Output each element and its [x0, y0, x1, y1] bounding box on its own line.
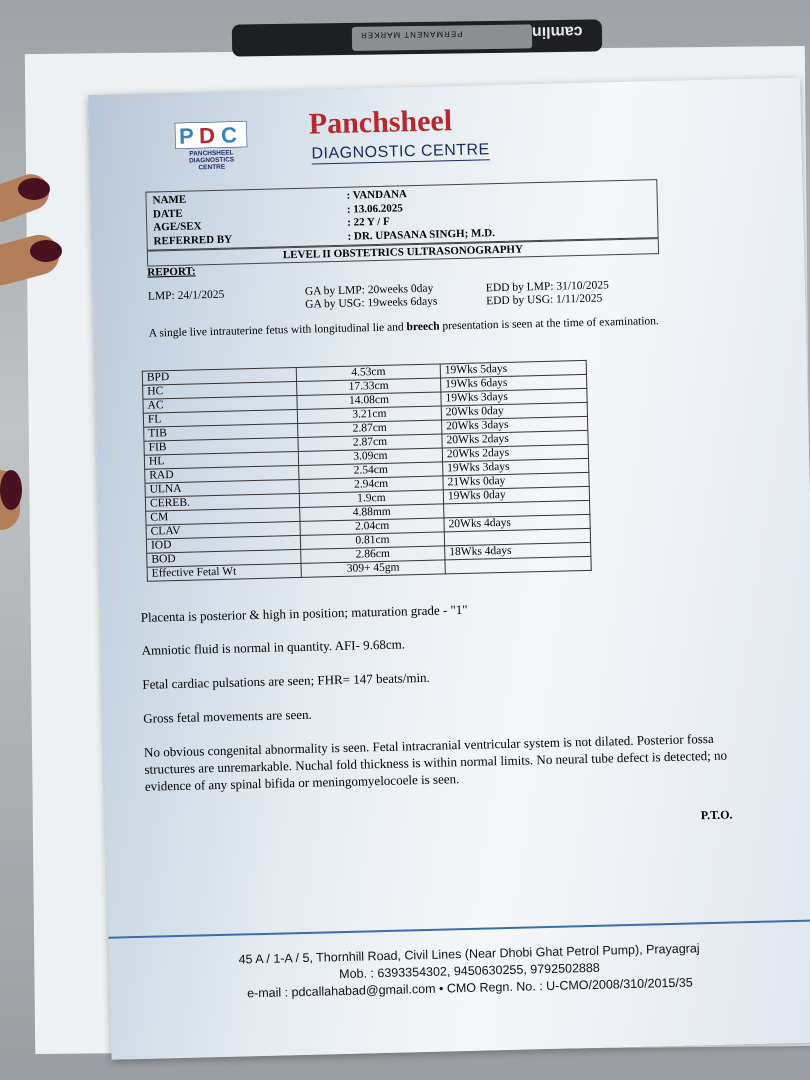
- marker-label-text: PERMANENT MARKER: [359, 29, 463, 40]
- value-date: : 13.06.2025: [346, 201, 403, 216]
- parameter-cell: CEREB.: [145, 493, 299, 511]
- svg-text:P: P: [178, 123, 195, 149]
- clinic-logo: [175, 121, 248, 172]
- parameter-cell: BOD: [147, 549, 301, 567]
- value-cell: 1.9cm: [299, 490, 443, 508]
- parameter-cell: CLAV: [146, 521, 300, 539]
- parameter-cell: BPD: [142, 367, 296, 385]
- parameter-cell: Effective Fetal Wt: [147, 563, 301, 581]
- marker-pen: [232, 19, 602, 56]
- parameter-cell: ULNA: [145, 479, 299, 497]
- parameter-cell: TIB: [144, 423, 298, 441]
- footer: [189, 939, 750, 1004]
- ga-cell: 20Wks 3days: [442, 416, 588, 434]
- edd-by-lmp: EDD by LMP: 31/10/2025: [485, 279, 609, 295]
- lmp-date: LMP: 24/1/2025: [147, 288, 225, 303]
- ga-cell: 19Wks 0day: [443, 486, 589, 504]
- report-heading: REPORT:: [147, 265, 196, 279]
- ga-by-usg: GA by USG: 19weeks 6days: [305, 295, 438, 311]
- value-cell: 2.54cm: [299, 462, 443, 480]
- label-age-sex: AGE/SEX: [153, 220, 202, 234]
- parameter-cell: CM: [146, 507, 300, 525]
- value-cell: 2.87cm: [298, 420, 442, 438]
- label-name: NAME: [152, 193, 187, 207]
- intro-paragraph: [149, 315, 669, 341]
- intro-text-end: presentation is seen at the time of examination.: [439, 315, 660, 333]
- footer-address: 45 A / 1-A / 5, Thornhill Road, Civil Lines (Near Dhobi Ghat Petrol Pump), Prayagraj: [238, 941, 700, 967]
- exam-title: LEVEL II OBSTETRICS ULTRASONOGRAPHY: [147, 238, 659, 267]
- parameter-cell: FL: [143, 409, 297, 427]
- marker-label: [352, 24, 532, 51]
- label-date: DATE: [152, 207, 183, 220]
- ga-cell: 19Wks 5days: [440, 360, 586, 378]
- value-referred-by: : DR. UPASANA SINGH; M.D.: [347, 226, 496, 243]
- ga-cell: 21Wks 0day: [443, 472, 589, 490]
- intro-text-bold: breech: [406, 320, 440, 334]
- parameter-cell: HL: [144, 451, 298, 469]
- ga-cell: 19Wks 3days: [441, 388, 587, 406]
- ga-cell: 20Wks 2days: [442, 444, 588, 462]
- label-referred-by: REFERRED BY: [153, 233, 233, 247]
- footer-email: e-mail : pdcallahabad@gmail.com • CMO Regn. No. : U-CMO/2008/310/2015/35: [246, 975, 693, 1001]
- ga-cell: 19Wks 6days: [441, 374, 587, 392]
- value-cell: 2.87cm: [298, 434, 442, 452]
- edd-by-usg: EDD by USG: 1/11/2025: [486, 292, 603, 308]
- intro-text-start: A single live intrauterine fetus with longitudinal lie and: [148, 321, 407, 340]
- ga-cell: 20Wks 0day: [441, 402, 587, 420]
- patient-labels: [152, 193, 232, 249]
- logo-mark: [175, 121, 248, 149]
- value-age-sex: : 22 Y / F: [347, 215, 390, 229]
- movement-finding: Gross fetal movements are seen.: [143, 706, 312, 726]
- value-cell: 309+ 45gm: [301, 560, 445, 578]
- pto-note: P.T.O.: [700, 807, 733, 823]
- patient-values: [346, 186, 495, 244]
- biometry-table: [142, 360, 592, 582]
- value-cell: 3.09cm: [298, 448, 442, 466]
- cardiac-finding: Fetal cardiac pulsations are seen; FHR= 147 beats/min.: [142, 669, 431, 692]
- parameter-cell: HC: [143, 381, 297, 399]
- footer-mobile: Mob. : 6393354302, 9450630255, 9792502888: [339, 960, 600, 982]
- value-cell: 14.08cm: [297, 392, 441, 410]
- value-cell: 2.04cm: [300, 518, 444, 536]
- ga-by-lmp: GA by LMP: 20weeks 0day: [304, 282, 434, 298]
- parameter-cell: IOD: [146, 535, 300, 553]
- svg-text:C: C: [220, 122, 238, 148]
- value-cell: 0.81cm: [300, 532, 444, 550]
- value-cell: 2.94cm: [299, 476, 443, 494]
- ga-cell: 20Wks 2days: [442, 430, 588, 448]
- fingernail: [18, 178, 50, 200]
- parameter-cell: RAD: [145, 465, 299, 483]
- marker-brand: camlin: [531, 22, 583, 41]
- ga-cell: 19Wks 3days: [443, 458, 589, 476]
- ga-cell: 18Wks 4days: [445, 542, 591, 560]
- anomaly-finding: No obvious congenital abnormality is seen. Fetal intracranial ventricular system is not dilated. Posterior fossa structures are unremarkable. Nuchal fold thickness is within normal limits. No neural tube defect is detected; no evidence of any spinal bifida or meningomyelocoele is seen.: [143, 730, 728, 794]
- parameter-cell: AC: [143, 395, 297, 413]
- amniotic-finding: Amniotic fluid is normal in quantity. AFI- 9.68cm.: [141, 636, 406, 658]
- ga-cell: [445, 556, 591, 574]
- ga-cell: 20Wks 4days: [444, 514, 590, 532]
- footer-divider: [109, 919, 810, 938]
- fingernail: [0, 470, 22, 510]
- report-page: [88, 78, 810, 1060]
- fingernail: [30, 240, 62, 262]
- value-cell: 4.53cm: [296, 364, 440, 382]
- value-name: : VANDANA: [346, 188, 408, 202]
- value-cell: 3.21cm: [297, 406, 441, 424]
- logo-text: PANCHSHEEL DIAGNOSTICS CENTRE: [188, 149, 235, 172]
- parameter-cell: FIB: [144, 437, 298, 455]
- value-cell: 17.33cm: [297, 378, 441, 396]
- svg-text:D: D: [198, 122, 216, 149]
- placenta-finding: Placenta is posterior & high in position; maturation grade - "1": [140, 601, 468, 625]
- value-cell: 4.88mm: [300, 504, 444, 522]
- value-cell: 2.86cm: [301, 546, 445, 564]
- clinic-subtitle: DIAGNOSTIC CENTRE: [311, 141, 490, 163]
- clinic-name: Panchsheel: [308, 104, 453, 141]
